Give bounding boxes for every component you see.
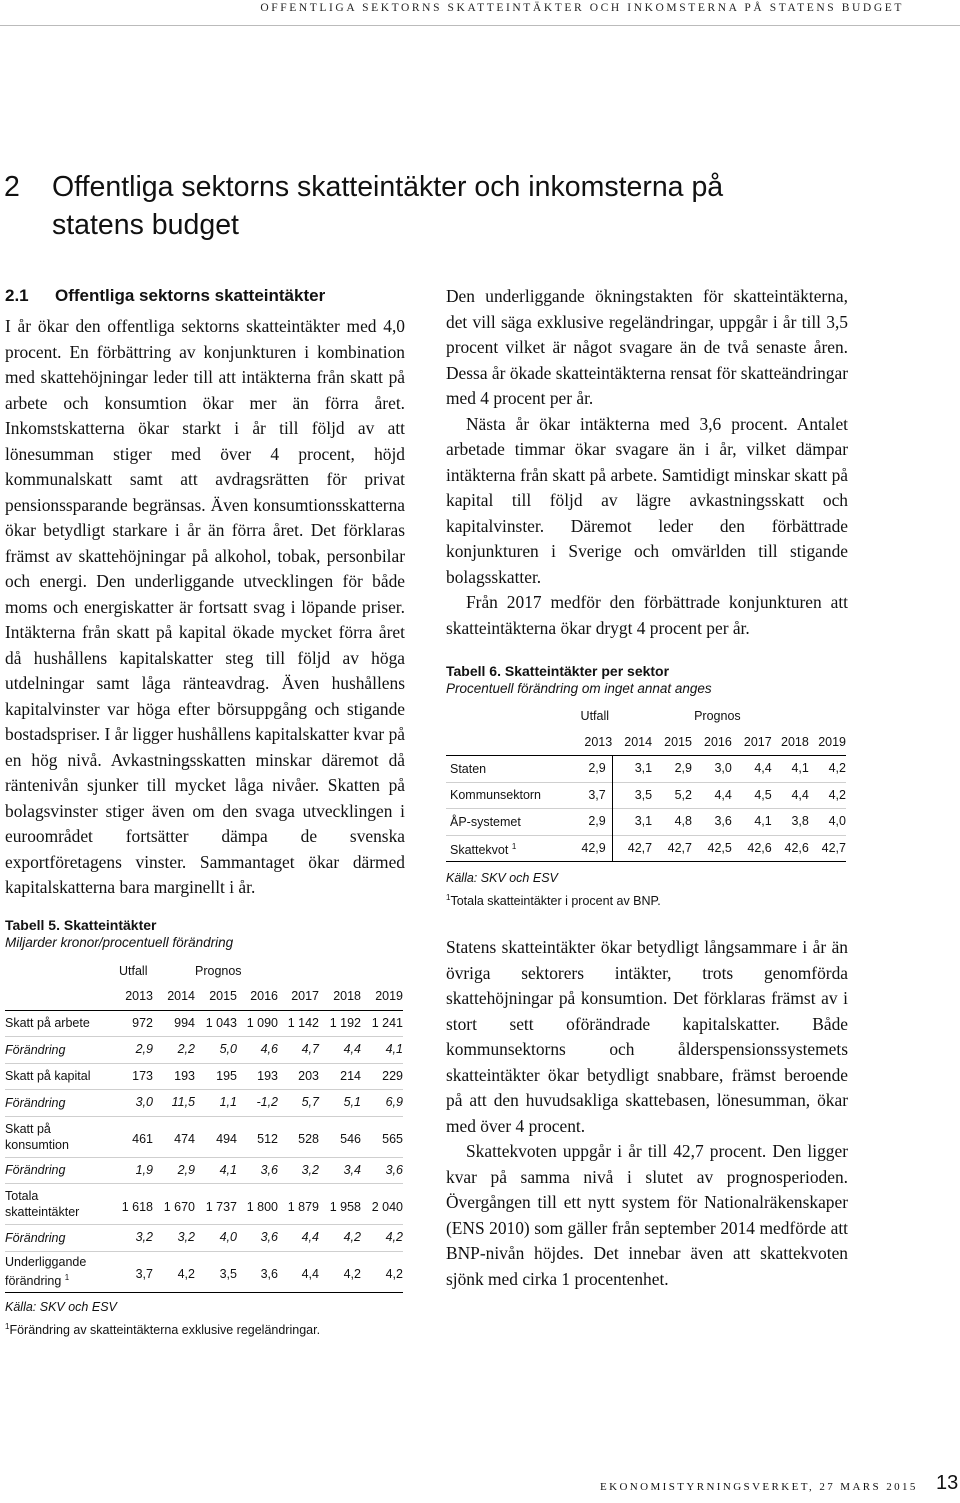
table5-cell: 3,4 [343,1162,361,1177]
table5-cell: 5,1 [343,1095,361,1109]
table6-row-label [446,782,557,809]
table5-title: Tabell 5. Skatteintäkter [5,916,157,933]
table6-cell: 3,6 [714,814,732,828]
table5-footnote [5,1317,403,1340]
table5-cell: 5,0 [219,1042,237,1056]
table5-cell: 4,2 [343,1230,361,1244]
table5-cell: 203 [298,1068,319,1083]
table6-row [446,809,846,836]
table5-group-row [5,959,403,985]
table5-cell: 1,1 [219,1095,237,1109]
table6-cell: 4,2 [828,761,846,775]
table5-row-label-text: Underliggande [5,1254,87,1269]
table6-cell: 42,7 [821,840,846,855]
header-rule [0,25,960,26]
table5-row-label [5,1063,111,1090]
table6-cell: 4,4 [791,787,809,802]
table6-cell: 4,2 [828,787,846,802]
table5-footnote-text: Förändring av skatteintäkterna exklusive regeländringar. [9,1322,321,1337]
table6-cell: 42,7 [667,840,692,855]
table6-year-header: 2019 [818,734,846,749]
table5-cell: 461 [132,1132,153,1146]
table5-cell: 972 [132,1015,153,1030]
table6-cell: 3,0 [714,761,732,775]
table5-cell: 2,9 [135,1042,153,1056]
table5-cell: 3,2 [135,1230,153,1244]
table5-row-label-text: förändring [5,1274,62,1289]
table5-cell: 4,4 [301,1230,319,1244]
table6-year-header: 2017 [743,734,772,749]
table5-row [5,1010,403,1037]
table6-cell: 4,1 [754,814,772,828]
table6-year-header: 2018 [781,734,809,749]
table6-cell: 4,8 [674,814,692,828]
table6-title: Tabell 6. Skatteintäkter per sektor [446,663,670,679]
table5-row [5,1090,403,1117]
table6-cell: 4,1 [791,761,809,775]
table6-cell: 2,9 [557,756,613,783]
table5-row-label [5,1010,111,1037]
table5-cell: 3,0 [135,1095,153,1109]
table5-cell: 173 [132,1068,153,1083]
table5-cell: 193 [257,1068,278,1083]
table5-cell: 3,2 [301,1162,319,1177]
table5-cell: 528 [298,1132,319,1146]
table6-footnote-mark: 1 [446,893,451,902]
table5-cell: 1 090 [246,1015,278,1030]
table5-cell: 214 [340,1068,361,1083]
table5-cell: 2,2 [177,1042,195,1056]
table5-cell: 4,1 [219,1162,237,1177]
table5-cell: -1,2 [256,1095,278,1109]
table6-cell: 3,1 [634,761,653,775]
table5-cell: 4,2 [385,1267,403,1281]
table5-row [5,1063,403,1090]
table6-cell: 42,6 [747,840,772,855]
table5-cell: 994 [174,1015,195,1030]
table5-cell: 1 800 [246,1199,278,1214]
section-heading [5,284,405,308]
table6-year-header: 2013 [584,734,613,749]
chapter-title [4,168,854,244]
table6-row-label-text: Kommunsektorn [450,788,542,803]
table5-cell: 1 618 [121,1199,153,1214]
table6-footnote [446,888,846,911]
table5-cell: 3,6 [385,1162,403,1177]
table5-cell: 1 879 [287,1199,319,1214]
table6-row-label-text: Skattekvot [450,842,509,857]
table5-year-header: 2015 [209,989,237,1003]
table5-row [5,1251,403,1292]
table6-cell: 2,9 [674,761,692,775]
table6-footnote-text: Totala skatteintäkter i procent av BNP. [450,894,661,909]
table5-row-label-text: Förändring [5,1230,66,1245]
table6-cell: 42,5 [707,840,732,855]
table5-row-label-text: Skatt på arbete [5,1016,90,1031]
table5-year-header: 2017 [291,989,319,1003]
chapter-title-line2: statens budget [52,209,239,241]
table5-row-label-text: Skatt på [5,1121,51,1136]
table5-row-label [5,1116,111,1157]
table5-row [5,1116,403,1157]
body-paragraph: Statens skatteintäkter ökar betydligt långsammare i år än övriga sektorers intäkter, trots genomförda skattehöjningar på konsumtion. Det förklaras främst av i stort sett oförändrade kapitalskatter. Både kommunsektorns och ålderspensionssystemets skatteintäkter ökar betydligt snabbare, främst beroende på att den huvudsakliga skattebasen, lönesumman, ökar med över 4 procent. [446,937,848,1136]
table5-cell: 1 241 [371,1015,403,1030]
table6 [446,663,846,911]
table6-header-row [446,730,846,756]
table6-row-label-text: Staten [450,761,487,776]
table6-year-header: 2016 [704,734,732,749]
section-title: Offentliga sektorns skatteintäkter [55,286,326,305]
table5-cell: 4,7 [301,1042,319,1056]
table5-source: Källa: SKV och ESV [5,1299,117,1314]
table6-cell: 5,2 [674,787,692,802]
body-paragraph: Från 2017 medför den förbättrade konjunkturen att skatteintäkterna ökar drygt 4 procent per år. [446,592,848,638]
table6-grid [446,704,846,862]
table6-row-label [446,809,557,836]
table5-footnote-ref: 1 [64,1272,70,1282]
table6-cell: 4,5 [754,787,772,802]
table6-year-header: 2014 [624,734,653,749]
table5-cell: 193 [174,1068,195,1083]
table5-row-label [5,1157,111,1184]
running-header: OFFENTLIGA SEKTORNS SKATTEINTÄKTER OCH INKOMSTERNA PÅ STATENS BUDGET [260,2,904,14]
table5-cell: 3,2 [177,1230,195,1244]
table6-row [446,835,846,862]
table6-group-actual: Utfall [580,709,610,723]
table5-row-label [5,1037,111,1064]
table5-row-label-text: konsumtion [5,1137,69,1152]
table6-row-label [446,835,557,862]
table5-year-header: 2018 [333,989,361,1003]
table5-year-header: 2016 [250,989,278,1003]
table5-row-label-text: Totala [5,1189,39,1203]
table5-cell: 4,2 [343,1267,361,1281]
table5-footnote-mark: 1 [5,1321,10,1331]
table5-row [5,1184,403,1225]
table5-cell: 4,1 [385,1042,403,1056]
table5-cell: 6,9 [385,1095,403,1109]
body-paragraph: Skattekvoten uppgår i år till 42,7 procent. Den ligger kvar på samma nivå i slutet av prognosperioden. Övergången till ett nytt system för Nationalräkenskaper (ENS 2010) som gäller från september 2014 medförde att BNP-nivån höjdes. Det innebar även att skattekvoten sjönk med cirka 1 procentenhet. [446,1141,848,1289]
table6-cell: 3,5 [634,787,653,802]
table6-cell: 4,4 [714,787,732,802]
table5-cell: 3,7 [135,1267,153,1281]
body-paragraph: Nästa år ökar intäkterna med 3,6 procent. Antalet arbetade timmar ökar svagare än i år, vilket dämpar intäkterna från skatt på arbete. Samtidigt minskar skatt på kapital till följd av lägre avkastningsskatt och kapitalvinster. Däremot leder den förbättrade konjunkturen i Sverige och omvärlden till stigande bolagsskatter. [446,413,848,587]
table5-cell: 494 [216,1132,237,1146]
table6-subtitle: Procentuell förändring om inget annat anges [446,681,712,696]
table5-row-label [5,1225,111,1252]
table6-row-label-text: ÅP-systemet [450,814,521,829]
table5-group-forecast: Prognos [195,963,242,978]
body-paragraph: I år ökar den offentliga sektorns skatteintäkter med 4,0 procent. En förbättring av konjunkturen i kombination med skattehöjningar leder till att intäkterna från skatt på arbete och konsumtion ökar mer än förra året. Inkomstskatterna ökar starkt i år till följd av att lönesumman stiger med över 4 procent, höjd kommunalskatt samt att avdragsrätten för privat pensionssparande begränsas. Även konsumtionsskatterna ökar betydligt starkare i år än förra året. Det förklaras främst av skattehöjningar på alkohol, tobak, personbilar och energi. Den underliggande utvecklingen för både moms och energiskatter är fortsatt svag i löpande priser. Intäkterna från skatt på kapital ökade mycket förra året då hushållens kapitalskatter steg till följd av höga utdelningar samt låga ränteavdrag. Även hushållens kapitalvinster var höga efter börsuppgång och stigande bostadspriser. I år ligger hushållens kapitalskatter kvar på en hög nivå. Avkastningsskatten minskar däremot då räntenivån sjunker till mycket låga nivåer. Skatten på bolagsvinster stiger även om den svaga utvecklingen i euroområdet fortsätter dämpa de svenska exportföretagens vinster. Sammantaget ökar därmed kapitalskatterna bara marginellt i år. [5,316,405,897]
table5-cell: 1,9 [135,1162,153,1177]
table5-grid [5,959,403,1293]
table5-cell: 2,9 [177,1162,195,1177]
table5-row [5,1225,403,1252]
table6-cell: 3,8 [791,814,809,828]
table6-row [446,782,846,809]
table6-group-forecast: Prognos [694,709,741,723]
table5-cell: 1 043 [205,1015,237,1030]
table5-cell: 4,2 [385,1230,403,1244]
table6-cell: 42,9 [557,835,613,862]
chapter-number: 2 [4,171,20,203]
table5-cell: 195 [216,1068,237,1083]
section-number: 2.1 [5,286,29,305]
table6-cell: 3,7 [557,782,613,809]
table5-year-header: 2019 [375,989,403,1003]
table5-row-label-text: Förändring [5,1095,66,1110]
table5-cell: 3,6 [260,1230,278,1244]
table5-subtitle: Miljarder kronor/procentuell förändring [5,934,234,950]
table6-row [446,756,846,783]
table5-cell: 4,6 [260,1042,278,1056]
page-footer: EKONOMISTYRNINGSVERKET, 27 MARS 2015 [600,1481,918,1493]
table6-source: Källa: SKV och ESV [446,871,558,885]
table5-cell: 4,4 [343,1042,361,1056]
page-number: 13 [936,1472,959,1494]
table5-row-label [5,1090,111,1117]
table6-cell: 4,0 [828,814,846,828]
table6-cell: 3,1 [634,814,653,828]
table6-row-label [446,756,557,783]
table5-row-label-text: Förändring [5,1163,66,1178]
table5-cell: 4,4 [301,1267,319,1281]
table5-header-row [5,984,403,1010]
table5-cell: 2 040 [371,1199,403,1214]
table6-cell: 42,7 [627,840,653,855]
chapter-title-line1: Offentliga sektorns skatteintäkter och inkomsterna på [52,171,724,203]
table5-cell: 4,2 [177,1267,195,1281]
table5-cell: 3,6 [260,1162,278,1177]
table5-cell: 11,5 [171,1095,195,1109]
table5-row-label-text: skatteintäkter [5,1205,80,1219]
table5-cell: 4,0 [219,1230,237,1244]
table5-cell: 5,7 [301,1095,319,1109]
table5-row [5,1037,403,1064]
table5-cell: 546 [340,1132,361,1146]
table5-row-label-text: Förändring [5,1042,66,1057]
table5 [5,917,403,1340]
table5-cell: 512 [257,1132,278,1146]
table5-cell: 474 [174,1132,195,1146]
table5-row-label [5,1251,111,1292]
table6-footnote-ref: 1 [511,841,517,851]
body-paragraph: Den underliggande ökningstakten för skatteintäkterna, det vill säga exklusive regeländringar, uppgår i år till 3,5 procent vilket är något svagare än de två senaste åren. Dessa år ökade skatteintäkterna rensat för skatteändringar med 4 procent per år. [446,286,848,408]
table6-cell: 2,9 [557,809,613,836]
table6-cell: 4,4 [754,761,772,775]
table5-cell: 1 192 [329,1015,361,1030]
table5-cell: 1 737 [205,1199,237,1214]
table6-year-header: 2015 [664,734,692,749]
left-column [5,284,405,1340]
table6-group-row [446,704,846,730]
table5-row-label-text: Skatt på kapital [5,1069,91,1084]
table5-row [5,1157,403,1184]
table5-year-header: 2013 [125,989,153,1003]
table5-row-label [5,1184,111,1225]
table5-group-actual: Utfall [119,963,148,978]
table5-cell: 1 958 [329,1199,361,1214]
table5-cell: 565 [382,1132,403,1146]
table5-cell: 1 142 [287,1015,319,1030]
table5-cell: 229 [382,1068,403,1083]
table6-cell: 42,6 [784,840,809,855]
table5-cell: 3,6 [260,1267,278,1281]
table5-year-header: 2014 [167,989,195,1003]
right-column [446,284,848,1292]
table5-cell: 1 670 [163,1199,195,1214]
table5-cell: 3,5 [219,1267,237,1281]
